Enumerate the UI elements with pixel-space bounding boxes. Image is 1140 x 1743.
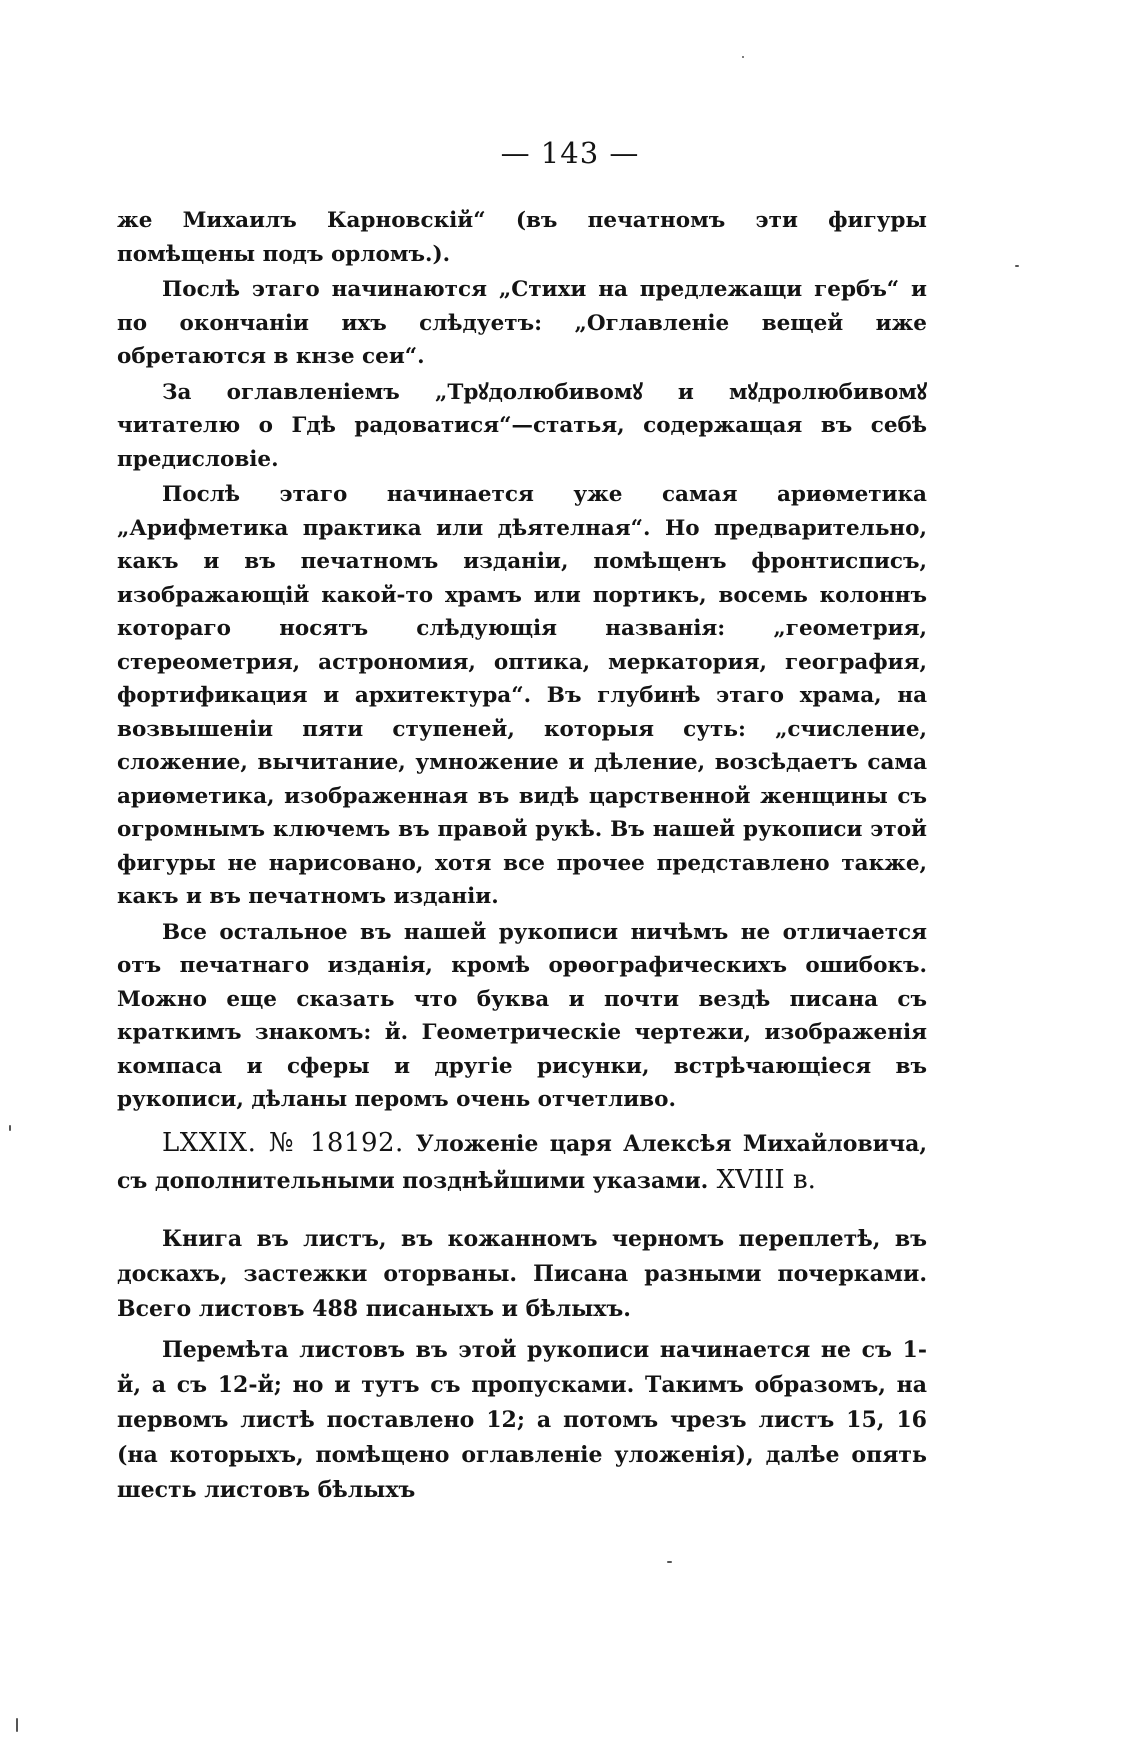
top-text-block [117,204,927,1119]
entry-century: XVIII в. [716,1165,816,1195]
entry-title: Уложеніе царя Алексѣя Михайловича, съ дополнительными позднѣйшими указами. [117,1131,927,1194]
scan-speck [742,56,744,58]
page-number: — 143 — [500,136,640,170]
paragraph: Послѣ этаго начинаются „Стихи на предлежащи гербъ“ и по окончаніи ихъ слѣдуетъ: „Оглавленіе вещей иже обретаются в кнзе сеи“. [117,277,927,369]
bottom-text-block [117,1222,927,1514]
scan-speck [667,1561,672,1563]
scan-speck [1015,265,1019,267]
catalog-entry-heading [117,1125,927,1199]
scan-speck [16,1718,18,1732]
paragraph: За оглавленіемъ „Трꙋдолюбивомꙋ и мꙋдролюбивомꙋ читателю о Гдѣ радоватися“—статья, содержащая въ себѣ предисловіе. [117,379,927,472]
catalog-number: LXXIX. № 18192. [162,1128,404,1158]
paragraph: Послѣ этаго начинается уже самая ариѳметика „Арифметика практика или дѣятелная“. Но предварительно, какъ и въ печатномъ изданіи, помѣщенъ фронтисписъ, изображающій какой-то храмъ или портикъ, восемь колоннъ котораго носятъ слѣдующія названія: „геометрия, стереометрия, астрономия, оптика, меркатория, география, фортификация и архитектура“. Въ глубинѣ этаго храма, на возвышеніи пяти ступеней, которыя суть: „счисление, сложение, вычитание, умножение и дѣление, возсѣдаетъ сама ариѳметика, изображенная въ видѣ царственной женщины съ огромнымъ ключемъ въ правой рукѣ. Въ нашей рукописи этой фигуры не нарисовано, хотя все прочее представлено также, какъ и въ печатномъ изданіи. [117,482,927,909]
scan-speck [9,1125,11,1131]
paragraph: же Михаилъ Карновскій“ (въ печатномъ эти фигуры помѣщены подъ орломъ.). [117,208,927,267]
paragraph: Все остальное въ нашей рукописи ничѣмъ не отличается отъ печатнаго изданія, кромѣ орѳографическихъ ошибокъ. Можно еще сказать что буква и почти вездѣ писана съ краткимъ знакомъ: й. Геометрическіе чертежи, изображенія компаса и сферы и другіе рисунки, встрѣчающіеся въ рукописи, дѣланы перомъ очень отчетливо. [117,919,927,1112]
paragraph: Перемѣта листовъ въ этой рукописи начинается не съ 1-й, а съ 12-й; но и тутъ съ пропусками. Такимъ образомъ, на первомъ листѣ поставлено 12; а потомъ чрезъ листъ 15, 16 (на которыхъ, помѣщено оглавленіе уложенія), далѣе опять шесть листовъ бѣлыхъ [117,1337,927,1503]
paragraph: Книга въ листъ, въ кожанномъ черномъ переплетѣ, въ доскахъ, застежки оторваны. Писана разными почерками. Всего листовъ 488 писаныхъ и бѣлыхъ. [117,1226,927,1322]
